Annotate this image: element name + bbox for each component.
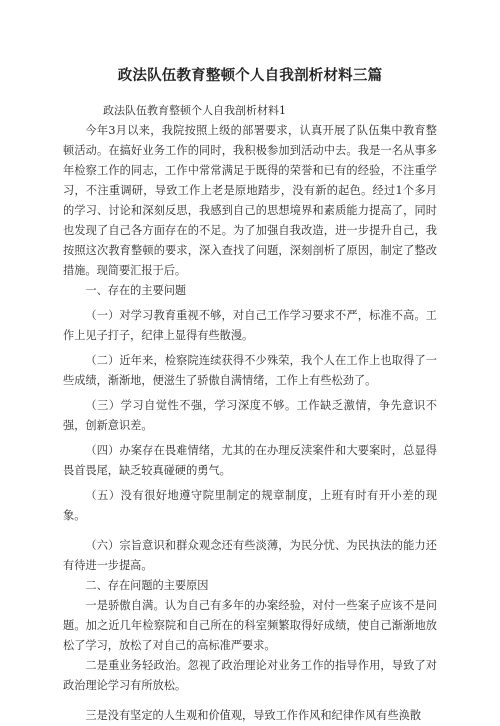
cause-item-1: 一是骄傲自满。认为自己有多年的办案经验，对付一些案子应该不是问题。加之近几年检察院和自己所在的科室频繁取得好成绩，使自己渐渐地放松了学习，放松了对自己的高标准严要求。	[63, 599, 437, 652]
problem-item-4: （四）办案存在畏难情绪，尤其的在办理反渎案件和大要案时，总显得畏首畏尾，缺乏较真碰硬的勇气。	[63, 444, 437, 477]
problem-item-5: （五）没有很好地遵守院里制定的规章制度，上班有时有开小差的现象。	[63, 489, 437, 522]
document-body	[63, 101, 437, 726]
problem-item-2: （二）近年来，检察院连续获得不少殊荣，我个人在工作上也取得了一些成绩，渐渐地，便滋生了骄傲自满情绪，工作上有些松劲了。	[63, 354, 437, 387]
document-subtitle: 政法队伍教育整顿个人自我剖析材料1	[103, 104, 286, 117]
section-heading-causes: 二、存在问题的主要原因	[85, 579, 209, 592]
problem-item-1: （一）对学习教育重视不够，对自己工作学习要求不严，标准不高。工作上见子打子，纪律上显得有些散漫。	[63, 309, 437, 342]
cause-item-2: 二是重业务轻政治。忽视了政治理论对业务工作的指导作用，导致了对政治理论学习有所放松。	[63, 659, 437, 692]
problem-item-3: （三）学习自觉性不强，学习深度不够。工作缺乏激情，争先意识不强，创新意识差。	[63, 399, 437, 432]
cause-item-3: 三是没有坚定的人生观和价值观，导致工作作风和纪律作风有些涣散	[85, 709, 422, 722]
problem-item-6: （六）宗旨意识和群众观念还有些淡薄，为民分忧、为民执法的能力还有待进一步提高。	[63, 539, 437, 572]
document-title: 政法队伍教育整顿个人自我剖析材料三篇	[117, 68, 383, 84]
intro-paragraph: 今年3月以来，我院按照上级的部署要求，认真开展了队伍集中教育整顿活动。在搞好业务工作的同时，我积极参加到活动中去。我是一名从事多年检察工作的同志，工作中常常满足于既得的荣誉和已有的经验，不注重学习，不注重调研，导致工作上老是原地踏步，没有新的起色。经过1个多月的学习、讨论和深刻反思，我感到自己的思想境界和素质能力提高了，同时也发现了自己各方面存在的不足。为了加强自我改造，进一步提升自己，我按照这次教育整顿的要求，深入查找了问题，深刻剖析了原因，制定了整改措施。现简要汇报于后。	[63, 124, 437, 277]
section-heading-problems: 一、存在的主要问题	[85, 284, 187, 297]
